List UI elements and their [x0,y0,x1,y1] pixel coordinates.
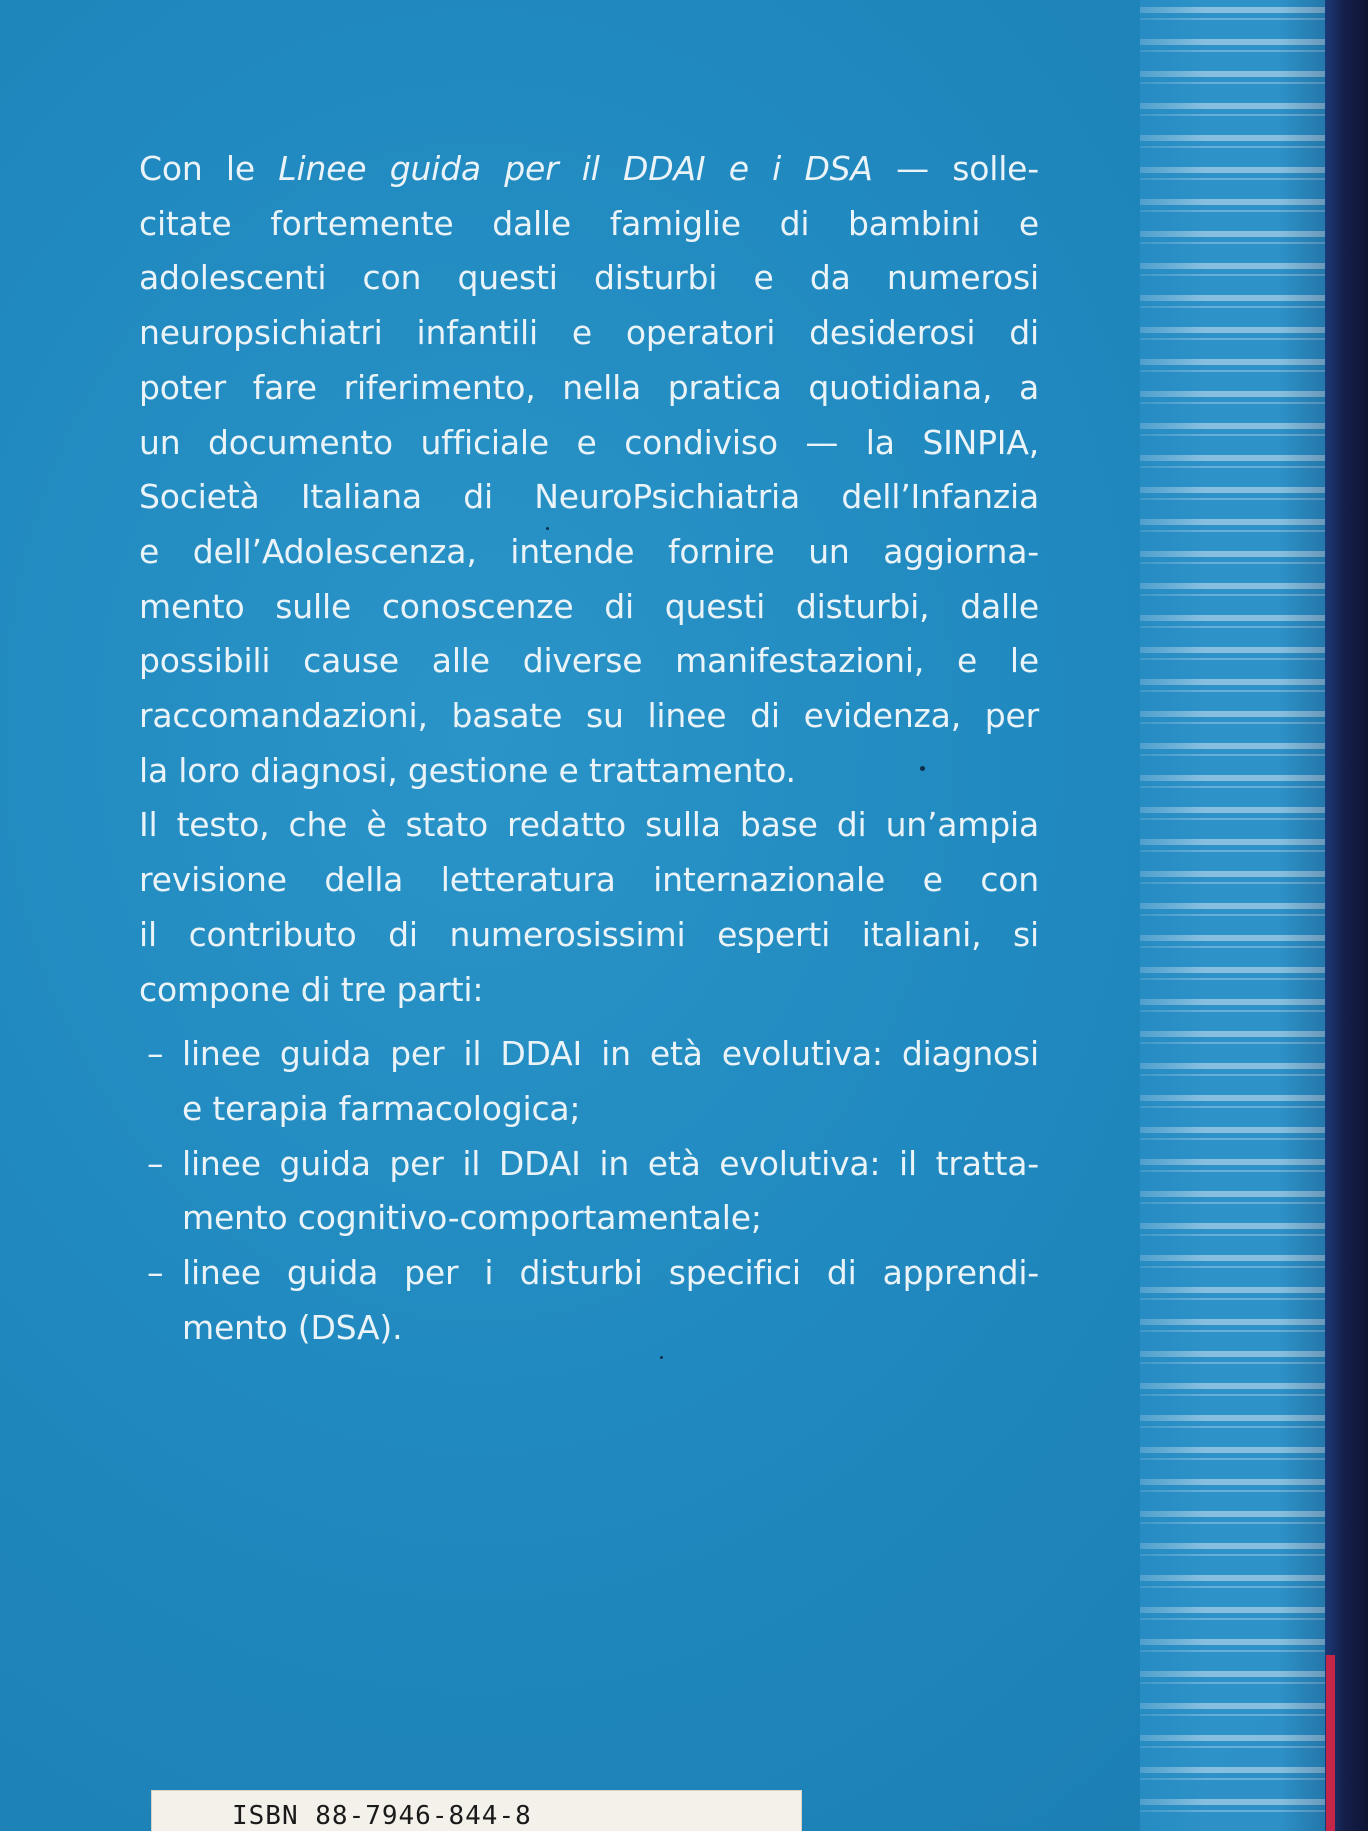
parts-list [139,1027,1039,1355]
text-line: possibili cause alle diverse manifestazioni, e le [139,641,1039,681]
text-line: linee guida per il DDAI in età evolutiva: diagnosi [182,1034,1039,1074]
isbn-number: ISBN 88-7946-844-8 [232,1801,532,1831]
text-line: citate fortemente dalle famiglie di bambini e [139,203,1039,243]
paragraph-intro [139,142,1039,798]
lead-text: Con le [139,149,279,188]
title-continuation: — solle- [872,149,1039,188]
text-line: e terapia farmacologica; [182,1088,581,1128]
print-speck [660,1356,663,1359]
dash-bullet: – [147,1253,164,1293]
stripe-shading [1140,0,1325,1831]
text-line: revisione della letteratura internazionale e con [139,860,1039,900]
list-item [139,1137,1039,1246]
text-line: Società Italiana di NeuroPsichiatria dell’Infanzia [139,477,1039,517]
list-item [139,1027,1039,1136]
text-line: compone di tre parti: [139,969,484,1009]
text-line: Il testo, che è stato redatto sulla base di un’ampia [139,805,1039,845]
text-line: raccomandazioni, basate su linee di evidenza, per [139,696,1039,736]
text-line: il contributo di numerosissimi esperti italiani, si [139,914,1039,954]
list-item [139,1246,1039,1355]
dash-bullet: – [147,1143,164,1183]
book-title-italic: Linee guida per il DDAI e i DSA [278,149,873,188]
isbn-label [151,1790,802,1831]
text-line: poter fare riferimento, nella pratica quotidiana, a [139,367,1039,407]
text-line: e dell’Adolescenza, intende fornire un aggiorna- [139,531,1039,571]
dash-bullet: – [147,1034,164,1074]
spine-red-accent [1326,1655,1335,1831]
paragraph-structure [139,798,1039,1017]
blurb-text [139,142,1039,1355]
text-line [139,142,1039,197]
text-line: mento (DSA). [182,1307,403,1347]
text-line: un documento ufficiale e condiviso — la SINPIA, [139,422,1039,462]
book-spine [1325,0,1368,1831]
text-line: neuropsichiatri infantili e operatori desiderosi di [139,313,1039,353]
text-line: mento cognitivo-comportamentale; [182,1198,762,1238]
text-line: mento sulle conoscenze di questi disturbi, dalle [139,586,1039,626]
text-line: linee guida per i disturbi specifici di apprendi- [182,1253,1039,1293]
text-line: adolescenti con questi disturbi e da numerosi [139,258,1039,298]
text-line: la loro diagnosi, gestione e trattamento. [139,750,796,790]
text-line: linee guida per il DDAI in età evolutiva: il tratta- [182,1143,1039,1183]
